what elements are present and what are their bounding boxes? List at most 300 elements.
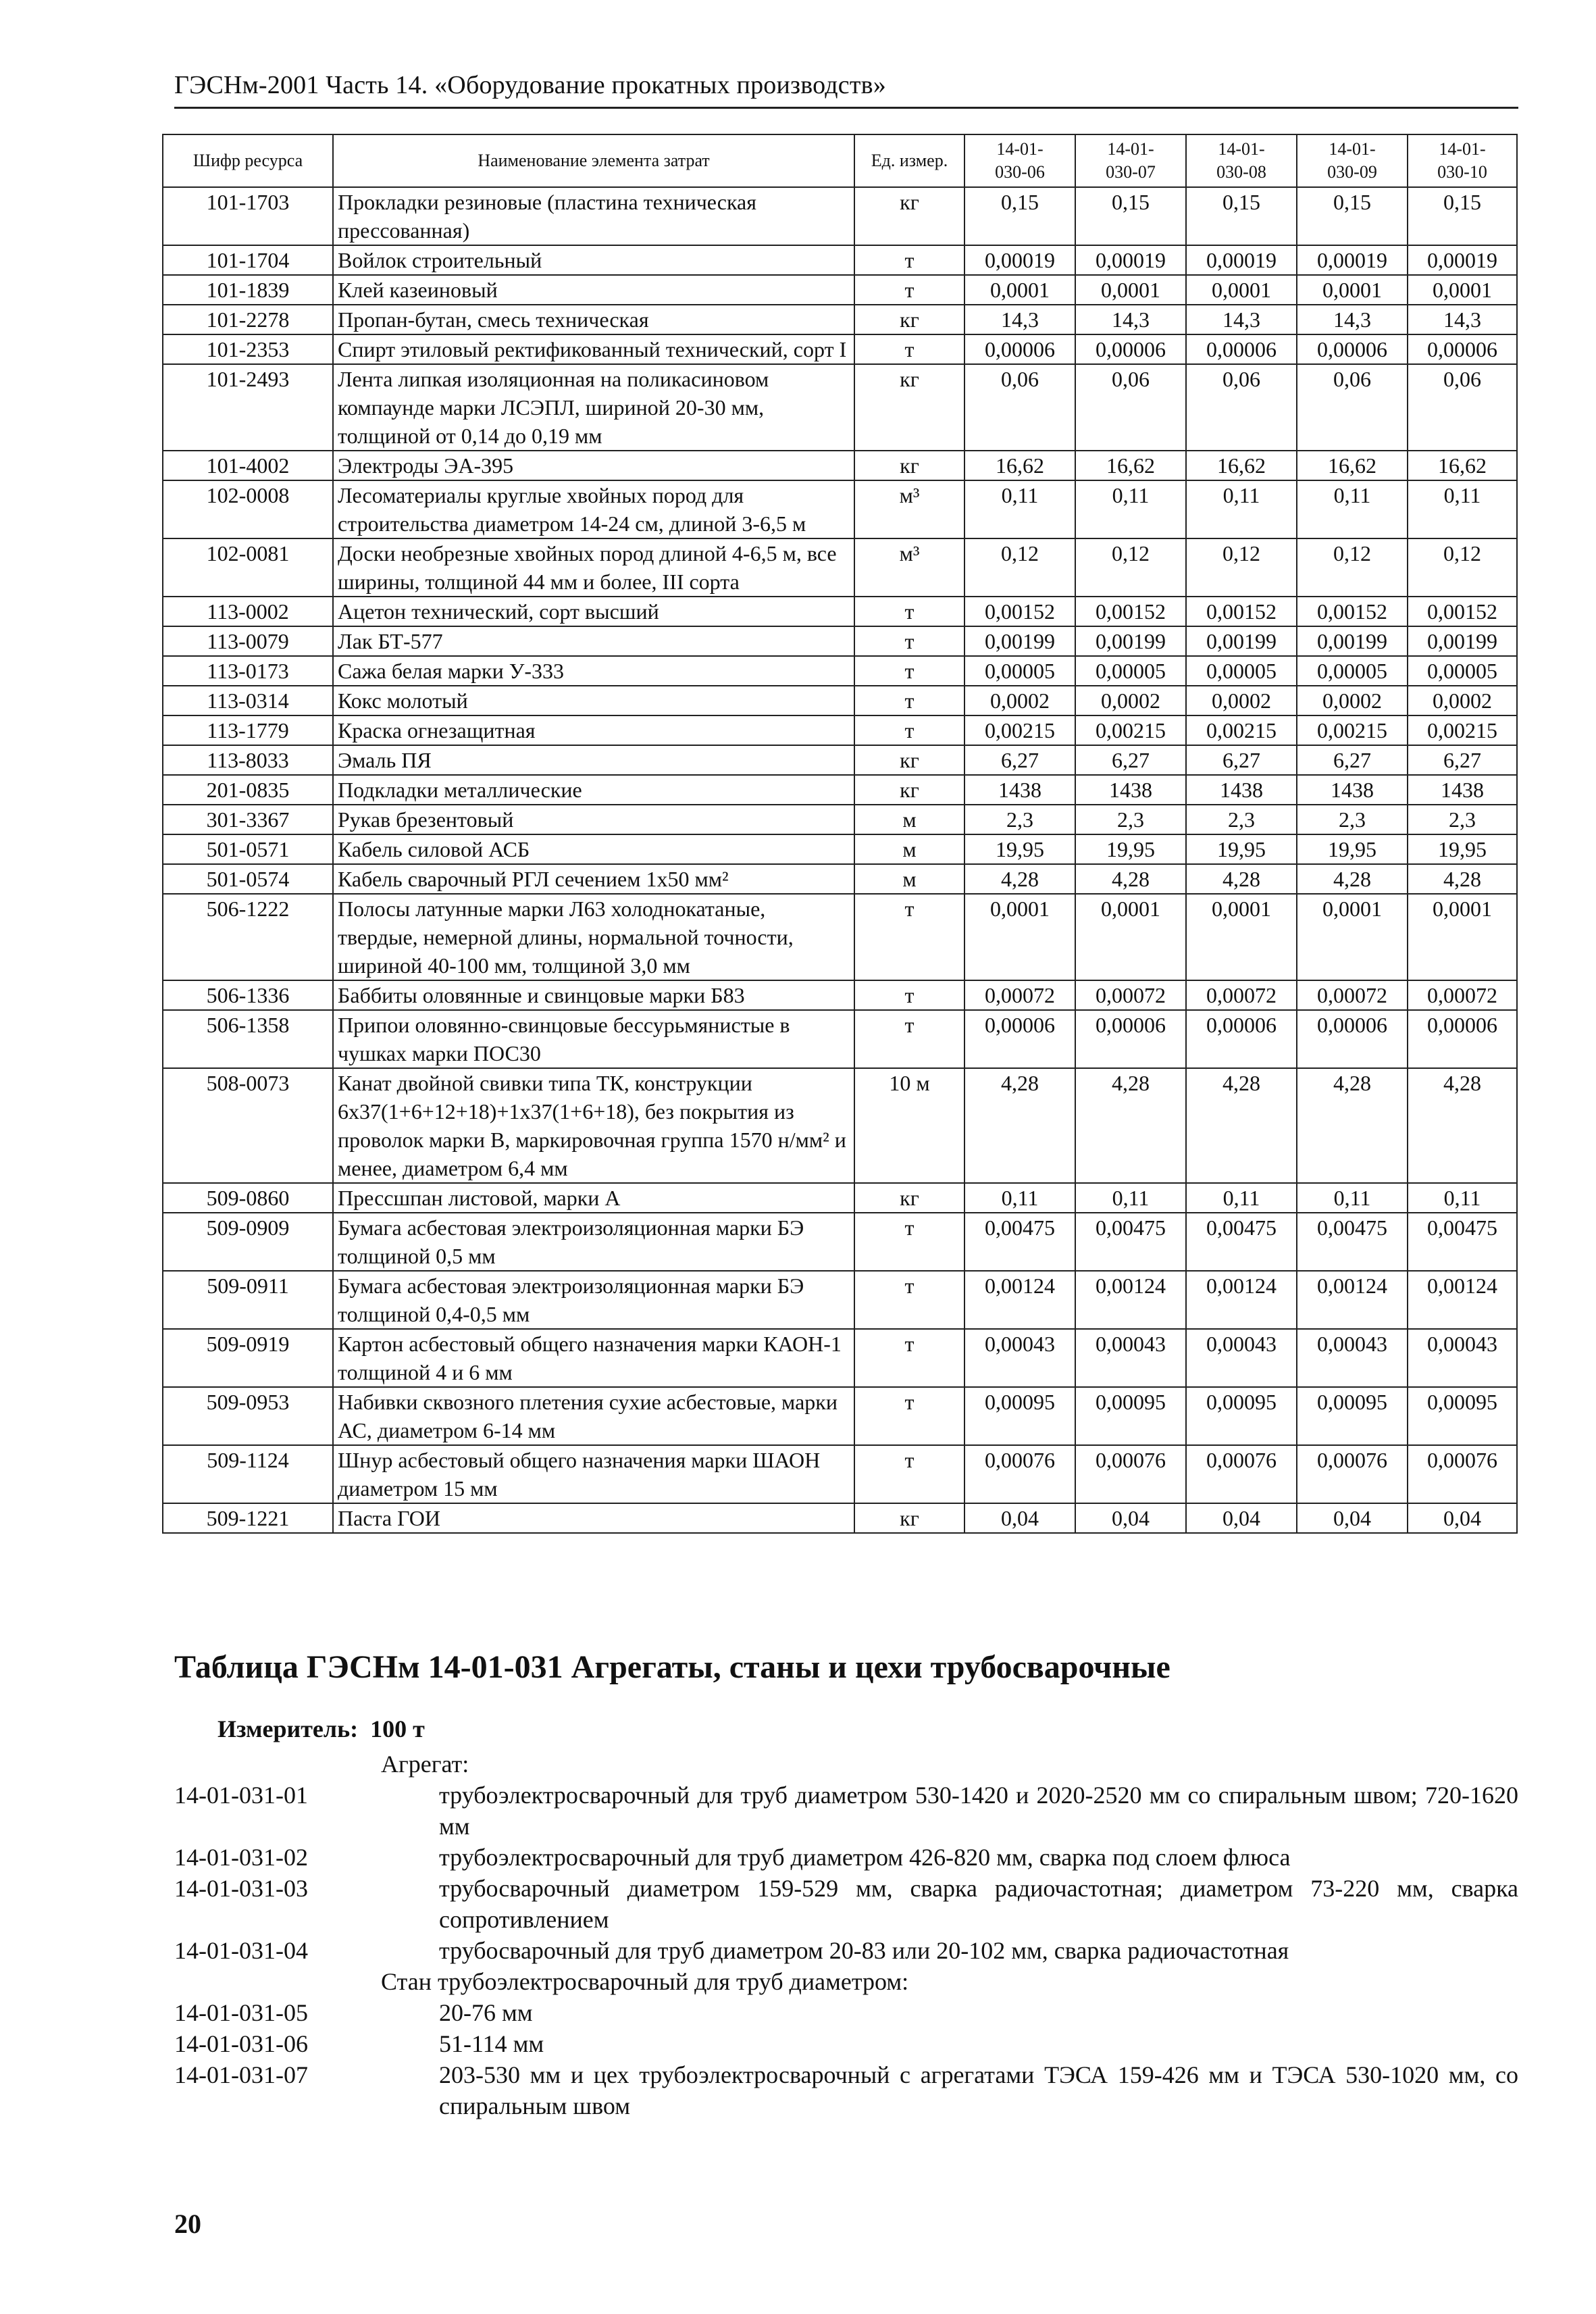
table-row xyxy=(163,1183,1517,1213)
resource-name-cell: Войлок строительный xyxy=(333,245,854,275)
resource-name-cell: Подкладки металлические xyxy=(333,775,854,805)
value-cell: 0,06 xyxy=(1297,364,1408,451)
value-cell: 6,27 xyxy=(1075,745,1186,775)
value-cell: 0,15 xyxy=(964,187,1075,245)
resource-code-cell: 102-0008 xyxy=(163,480,333,538)
value-cell: 2,3 xyxy=(1075,805,1186,834)
table-row xyxy=(163,334,1517,364)
resource-code-cell: 201-0835 xyxy=(163,775,333,805)
value-cell: 0,00072 xyxy=(1186,980,1297,1010)
value-cell: 0,06 xyxy=(1186,364,1297,451)
measure-value: 100 т xyxy=(370,1715,425,1742)
item-text: трубоэлектросварочный для труб диаметром 426-820 мм, сварка под слоем флюса xyxy=(439,1844,1291,1871)
resource-code-cell: 506-1222 xyxy=(163,894,333,980)
group-heading: Стан трубоэлектросварочный для труб диаметром: xyxy=(381,1968,909,1995)
resource-code-cell: 101-2493 xyxy=(163,364,333,451)
resource-code-cell: 509-0919 xyxy=(163,1329,333,1387)
value-cell: 0,00124 xyxy=(964,1271,1075,1329)
table-row xyxy=(163,451,1517,480)
page-number: 20 xyxy=(174,2209,201,2239)
unit-cell: кг xyxy=(854,451,964,480)
unit-cell: т xyxy=(854,1010,964,1068)
value-cell: 0,00019 xyxy=(964,245,1075,275)
item-code: 14-01-031-03 xyxy=(174,1875,308,1902)
resource-name-cell: Лак БТ-577 xyxy=(333,626,854,656)
resource-code-cell: 113-1779 xyxy=(163,715,333,745)
value-cell: 16,62 xyxy=(964,451,1075,480)
resource-name-cell: Спирт этиловый ректификованный технический, сорт I xyxy=(333,334,854,364)
table-row xyxy=(163,745,1517,775)
table-row xyxy=(163,894,1517,980)
unit-cell: м xyxy=(854,805,964,834)
value-cell: 2,3 xyxy=(1186,805,1297,834)
value-cell: 0,04 xyxy=(1186,1503,1297,1533)
unit-cell: кг xyxy=(854,745,964,775)
resources-table xyxy=(162,134,1518,1534)
value-cell: 0,06 xyxy=(1075,364,1186,451)
resource-name-cell: Бумага асбестовая электроизоляционная марки БЭ толщиной 0,5 мм xyxy=(333,1213,854,1271)
unit-cell: кг xyxy=(854,1183,964,1213)
column-header-code: Шифр ресурса xyxy=(163,134,333,187)
value-cell: 0,00215 xyxy=(1408,715,1517,745)
value-cell: 19,95 xyxy=(1297,834,1408,864)
resource-code-cell: 101-2353 xyxy=(163,334,333,364)
value-cell: 4,28 xyxy=(1297,1068,1408,1183)
item-code: 14-01-031-01 xyxy=(174,1782,308,1809)
section-items xyxy=(174,1749,1518,2121)
item-text: 203-530 мм и цех трубоэлектросварочный с агрегатами ТЭСА 159-426 мм и ТЭСА 530-1020 мм, со спиральным швом xyxy=(439,2061,1518,2119)
value-cell: 0,00199 xyxy=(1297,626,1408,656)
resource-code-cell: 113-0002 xyxy=(163,597,333,626)
value-cell: 0,0001 xyxy=(1297,275,1408,305)
value-cell: 0,00043 xyxy=(1075,1329,1186,1387)
value-cell: 0,00006 xyxy=(1186,1010,1297,1068)
value-cell: 0,00095 xyxy=(1408,1387,1517,1445)
resource-name-cell: Канат двойной свивки типа ТК, конструкции 6х37(1+6+12+18)+1х37(1+6+18), без покрытия из проволок марки В, маркировочная группа 1570 н/мм² и менее, диаметром 6,4 мм xyxy=(333,1068,854,1183)
value-cell: 4,28 xyxy=(1186,864,1297,894)
value-cell: 0,00199 xyxy=(964,626,1075,656)
unit-cell: т xyxy=(854,1213,964,1271)
value-cell: 16,62 xyxy=(1408,451,1517,480)
value-cell: 0,00124 xyxy=(1186,1271,1297,1329)
value-cell: 0,00152 xyxy=(1075,597,1186,626)
value-cell: 0,00072 xyxy=(1408,980,1517,1010)
column-header-030-08: 14-01- 030-08 xyxy=(1186,134,1297,187)
resource-name-cell: Прессшпан листовой, марки А xyxy=(333,1183,854,1213)
column-header-030-10: 14-01- 030-10 xyxy=(1408,134,1517,187)
unit-cell: т xyxy=(854,245,964,275)
unit-cell: м³ xyxy=(854,538,964,597)
value-cell: 0,00005 xyxy=(1297,656,1408,686)
value-cell: 0,0002 xyxy=(1297,686,1408,715)
value-cell: 6,27 xyxy=(1186,745,1297,775)
table-row xyxy=(163,275,1517,305)
item-code: 14-01-031-06 xyxy=(174,2030,308,2057)
value-cell: 0,04 xyxy=(1297,1503,1408,1533)
resource-code-cell: 113-0079 xyxy=(163,626,333,656)
unit-cell: м xyxy=(854,864,964,894)
unit-cell: т xyxy=(854,334,964,364)
value-cell: 0,00076 xyxy=(1186,1445,1297,1503)
value-cell: 0,00006 xyxy=(1075,334,1186,364)
column-header-030-07: 14-01- 030-07 xyxy=(1075,134,1186,187)
value-cell: 0,00215 xyxy=(1075,715,1186,745)
value-cell: 0,11 xyxy=(1408,480,1517,538)
resource-code-cell: 501-0574 xyxy=(163,864,333,894)
resource-code-cell: 509-1221 xyxy=(163,1503,333,1533)
resource-name-cell: Прокладки резиновые (пластина техническая прессованная) xyxy=(333,187,854,245)
column-header-unit: Ед. измер. xyxy=(854,134,964,187)
value-cell: 0,00006 xyxy=(964,1010,1075,1068)
unit-cell: кг xyxy=(854,187,964,245)
unit-cell: т xyxy=(854,1329,964,1387)
value-cell: 0,00043 xyxy=(1297,1329,1408,1387)
value-cell: 0,00152 xyxy=(1408,597,1517,626)
value-cell: 4,28 xyxy=(1408,864,1517,894)
table-row xyxy=(163,1010,1517,1068)
unit-cell: т xyxy=(854,686,964,715)
value-cell: 19,95 xyxy=(1408,834,1517,864)
value-cell: 0,0001 xyxy=(1186,894,1297,980)
value-cell: 0,0001 xyxy=(964,275,1075,305)
value-cell: 14,3 xyxy=(1297,305,1408,334)
resource-code-cell: 102-0081 xyxy=(163,538,333,597)
value-cell: 0,04 xyxy=(964,1503,1075,1533)
value-cell: 0,00076 xyxy=(1297,1445,1408,1503)
item-text: 20-76 мм xyxy=(439,1999,533,2026)
column-header-name: Наименование элемента затрат xyxy=(333,134,854,187)
value-cell: 0,00152 xyxy=(1186,597,1297,626)
value-cell: 0,0001 xyxy=(1408,275,1517,305)
value-cell: 0,11 xyxy=(1186,1183,1297,1213)
value-cell: 0,00006 xyxy=(964,334,1075,364)
resource-code-cell: 506-1358 xyxy=(163,1010,333,1068)
table-row xyxy=(163,1271,1517,1329)
unit-cell: т xyxy=(854,980,964,1010)
value-cell: 0,00475 xyxy=(1075,1213,1186,1271)
list-item xyxy=(174,1873,1518,1935)
value-cell: 0,00215 xyxy=(1297,715,1408,745)
table-row xyxy=(163,775,1517,805)
value-cell: 0,0002 xyxy=(1186,686,1297,715)
table-row xyxy=(163,980,1517,1010)
resource-code-cell: 113-0173 xyxy=(163,656,333,686)
unit-cell: т xyxy=(854,1387,964,1445)
value-cell: 0,11 xyxy=(1186,480,1297,538)
resource-name-cell: Кокс молотый xyxy=(333,686,854,715)
resource-name-cell: Краска огнезащитная xyxy=(333,715,854,745)
value-cell: 0,00076 xyxy=(1075,1445,1186,1503)
value-cell: 0,00005 xyxy=(1186,656,1297,686)
unit-cell: т xyxy=(854,597,964,626)
value-cell: 0,0002 xyxy=(1075,686,1186,715)
table-row xyxy=(163,1329,1517,1387)
measure-label: Измеритель: xyxy=(217,1715,359,1742)
table-row xyxy=(163,1068,1517,1183)
value-cell: 0,00124 xyxy=(1408,1271,1517,1329)
value-cell: 0,00095 xyxy=(1186,1387,1297,1445)
resource-code-cell: 113-8033 xyxy=(163,745,333,775)
value-cell: 14,3 xyxy=(1186,305,1297,334)
resource-code-cell: 509-1124 xyxy=(163,1445,333,1503)
value-cell: 16,62 xyxy=(1075,451,1186,480)
value-cell: 0,00199 xyxy=(1408,626,1517,656)
resource-name-cell: Набивки сквозного плетения сухие асбестовые, марки АС, диаметром 6-14 мм xyxy=(333,1387,854,1445)
resource-name-cell: Кабель сварочный РГЛ сечением 1х50 мм² xyxy=(333,864,854,894)
unit-cell: т xyxy=(854,1271,964,1329)
table-row xyxy=(163,305,1517,334)
table-row xyxy=(163,480,1517,538)
table-row xyxy=(163,538,1517,597)
item-code: 14-01-031-04 xyxy=(174,1937,308,1964)
unit-cell: т xyxy=(854,1445,964,1503)
resource-name-cell: Лесоматериалы круглые хвойных пород для строительства диаметром 14-24 см, длиной 3-6,5 м xyxy=(333,480,854,538)
item-text: трубосварочный диаметром 159-529 мм, сварка радиочастотная; диаметром 73-220 мм, сварка сопротивлением xyxy=(439,1875,1518,1933)
table-row xyxy=(163,805,1517,834)
item-text: 51-114 мм xyxy=(439,2030,544,2057)
resource-name-cell: Ацетон технический, сорт высший xyxy=(333,597,854,626)
table-row xyxy=(163,864,1517,894)
value-cell: 0,00006 xyxy=(1408,1010,1517,1068)
value-cell: 0,11 xyxy=(1297,480,1408,538)
table-row xyxy=(163,364,1517,451)
unit-cell: кг xyxy=(854,775,964,805)
value-cell: 14,3 xyxy=(1408,305,1517,334)
table-row xyxy=(163,656,1517,686)
column-header-030-09: 14-01- 030-09 xyxy=(1297,134,1408,187)
value-cell: 0,00076 xyxy=(1408,1445,1517,1503)
value-cell: 0,00095 xyxy=(1297,1387,1408,1445)
table-row xyxy=(163,1387,1517,1445)
value-cell: 0,00019 xyxy=(1408,245,1517,275)
unit-cell: кг xyxy=(854,364,964,451)
value-cell: 14,3 xyxy=(1075,305,1186,334)
value-cell: 1438 xyxy=(1408,775,1517,805)
value-cell: 0,0001 xyxy=(1075,275,1186,305)
header-rule xyxy=(174,107,1518,109)
running-header: ГЭСНм-2001 Часть 14. «Оборудование прокатных производств» xyxy=(174,71,886,99)
list-item xyxy=(174,1780,1518,1842)
unit-cell: т xyxy=(854,894,964,980)
value-cell: 0,15 xyxy=(1408,187,1517,245)
value-cell: 2,3 xyxy=(1408,805,1517,834)
value-cell: 0,04 xyxy=(1408,1503,1517,1533)
value-cell: 19,95 xyxy=(1186,834,1297,864)
value-cell: 0,11 xyxy=(964,1183,1075,1213)
resource-code-cell: 101-4002 xyxy=(163,451,333,480)
resource-name-cell: Электроды ЭА-395 xyxy=(333,451,854,480)
unit-cell: м³ xyxy=(854,480,964,538)
value-cell: 0,00152 xyxy=(964,597,1075,626)
unit-cell: т xyxy=(854,656,964,686)
unit-cell: кг xyxy=(854,1503,964,1533)
value-cell: 0,00215 xyxy=(964,715,1075,745)
value-cell: 0,00076 xyxy=(964,1445,1075,1503)
value-cell: 0,00072 xyxy=(964,980,1075,1010)
resource-code-cell: 301-3367 xyxy=(163,805,333,834)
value-cell: 0,00124 xyxy=(1297,1271,1408,1329)
value-cell: 0,11 xyxy=(1408,1183,1517,1213)
value-cell: 0,00215 xyxy=(1186,715,1297,745)
value-cell: 6,27 xyxy=(1297,745,1408,775)
list-item xyxy=(174,2059,1518,2121)
value-cell: 0,12 xyxy=(1186,538,1297,597)
value-cell: 0,0001 xyxy=(1408,894,1517,980)
value-cell: 1438 xyxy=(964,775,1075,805)
resource-code-cell: 509-0860 xyxy=(163,1183,333,1213)
table-row xyxy=(163,1445,1517,1503)
item-text: трубосварочный для труб диаметром 20-83 или 20-102 мм, сварка радиочастотная xyxy=(439,1937,1289,1964)
resource-name-cell: Клей казеиновый xyxy=(333,275,854,305)
measure-line xyxy=(217,1715,425,1743)
resource-name-cell: Баббиты оловянные и свинцовые марки Б83 xyxy=(333,980,854,1010)
value-cell: 0,00475 xyxy=(964,1213,1075,1271)
item-code: 14-01-031-07 xyxy=(174,2061,308,2088)
value-cell: 4,28 xyxy=(964,864,1075,894)
resource-code-cell: 509-0909 xyxy=(163,1213,333,1271)
value-cell: 0,00072 xyxy=(1297,980,1408,1010)
value-cell: 0,11 xyxy=(1075,1183,1186,1213)
value-cell: 6,27 xyxy=(964,745,1075,775)
value-cell: 0,12 xyxy=(1408,538,1517,597)
resource-code-cell: 506-1336 xyxy=(163,980,333,1010)
resource-code-cell: 508-0073 xyxy=(163,1068,333,1183)
value-cell: 0,00043 xyxy=(1186,1329,1297,1387)
value-cell: 0,00199 xyxy=(1186,626,1297,656)
value-cell: 0,0001 xyxy=(1075,894,1186,980)
value-cell: 0,00043 xyxy=(1408,1329,1517,1387)
value-cell: 6,27 xyxy=(1408,745,1517,775)
resource-name-cell: Бумага асбестовая электроизоляционная марки БЭ толщиной 0,4-0,5 мм xyxy=(333,1271,854,1329)
column-header-030-06: 14-01- 030-06 xyxy=(964,134,1075,187)
value-cell: 14,3 xyxy=(964,305,1075,334)
value-cell: 0,00475 xyxy=(1186,1213,1297,1271)
value-cell: 0,00124 xyxy=(1075,1271,1186,1329)
value-cell: 0,00072 xyxy=(1075,980,1186,1010)
resource-name-cell: Рукав брезентовый xyxy=(333,805,854,834)
item-code: 14-01-031-02 xyxy=(174,1844,308,1871)
unit-cell: кг xyxy=(854,305,964,334)
value-cell: 0,12 xyxy=(964,538,1075,597)
unit-cell: м xyxy=(854,834,964,864)
resource-name-cell: Кабель силовой АСБ xyxy=(333,834,854,864)
value-cell: 0,00006 xyxy=(1408,334,1517,364)
value-cell: 0,00005 xyxy=(964,656,1075,686)
value-cell: 16,62 xyxy=(1186,451,1297,480)
unit-cell: т xyxy=(854,715,964,745)
table-row xyxy=(163,626,1517,656)
value-cell: 0,00043 xyxy=(964,1329,1075,1387)
resource-name-cell: Припои оловянно-свинцовые бессурьмянистые в чушках марки ПОС30 xyxy=(333,1010,854,1068)
value-cell: 19,95 xyxy=(1075,834,1186,864)
value-cell: 0,0001 xyxy=(1186,275,1297,305)
value-cell: 4,28 xyxy=(1186,1068,1297,1183)
resource-code-cell: 113-0314 xyxy=(163,686,333,715)
list-item xyxy=(174,1997,1518,2028)
value-cell: 2,3 xyxy=(1297,805,1408,834)
resource-name-cell: Полосы латунные марки Л63 холоднокатаные, твердые, немерной длины, нормальной точности, шириной 40-100 мм, толщиной 3,0 мм xyxy=(333,894,854,980)
list-item xyxy=(174,1935,1518,1966)
item-text: трубоэлектросварочный для труб диаметром 530-1420 и 2020-2520 мм со спиральным швом; 720-1620 мм xyxy=(439,1782,1518,1840)
value-cell: 1438 xyxy=(1075,775,1186,805)
value-cell: 0,00475 xyxy=(1297,1213,1408,1271)
value-cell: 0,00006 xyxy=(1297,1010,1408,1068)
table-row xyxy=(163,597,1517,626)
value-cell: 0,00005 xyxy=(1408,656,1517,686)
table-row xyxy=(163,715,1517,745)
value-cell: 0,0002 xyxy=(1408,686,1517,715)
value-cell: 4,28 xyxy=(1075,1068,1186,1183)
value-cell: 0,00019 xyxy=(1297,245,1408,275)
value-cell: 4,28 xyxy=(1408,1068,1517,1183)
value-cell: 0,00006 xyxy=(1075,1010,1186,1068)
value-cell: 0,11 xyxy=(964,480,1075,538)
resource-name-cell: Пропан-бутан, смесь техническая xyxy=(333,305,854,334)
resource-name-cell: Лента липкая изоляционная на поликасиновом компаунде марки ЛСЭПЛ, шириной 20-30 мм, толщиной от 0,14 до 0,19 мм xyxy=(333,364,854,451)
value-cell: 0,04 xyxy=(1075,1503,1186,1533)
unit-cell: т xyxy=(854,275,964,305)
resource-name-cell: Паста ГОИ xyxy=(333,1503,854,1533)
value-cell: 2,3 xyxy=(964,805,1075,834)
value-cell: 0,15 xyxy=(1075,187,1186,245)
value-cell: 0,00006 xyxy=(1186,334,1297,364)
table-row xyxy=(163,834,1517,864)
value-cell: 0,06 xyxy=(1408,364,1517,451)
resource-code-cell: 509-0953 xyxy=(163,1387,333,1445)
resource-name-cell: Шнур асбестовый общего назначения марки ШАОН диаметром 15 мм xyxy=(333,1445,854,1503)
value-cell: 19,95 xyxy=(964,834,1075,864)
value-cell: 4,28 xyxy=(964,1068,1075,1183)
resource-name-cell: Картон асбестовый общего назначения марки КАОН-1 толщиной 4 и 6 мм xyxy=(333,1329,854,1387)
value-cell: 0,0002 xyxy=(964,686,1075,715)
resource-code-cell: 101-1703 xyxy=(163,187,333,245)
value-cell: 0,00199 xyxy=(1075,626,1186,656)
value-cell: 0,15 xyxy=(1297,187,1408,245)
section-title: Таблица ГЭСНм 14-01-031 Агрегаты, станы и цехи трубосварочные xyxy=(174,1649,1170,1685)
table-row xyxy=(163,187,1517,245)
value-cell: 0,11 xyxy=(1297,1183,1408,1213)
resource-code-cell: 509-0911 xyxy=(163,1271,333,1329)
unit-cell: 10 м xyxy=(854,1068,964,1183)
value-cell: 0,0001 xyxy=(1297,894,1408,980)
list-item xyxy=(174,1842,1518,1873)
table-row xyxy=(163,1503,1517,1533)
value-cell: 1438 xyxy=(1186,775,1297,805)
value-cell: 0,00019 xyxy=(1075,245,1186,275)
table-row xyxy=(163,245,1517,275)
resource-name-cell: Эмаль ПЯ xyxy=(333,745,854,775)
value-cell: 4,28 xyxy=(1297,864,1408,894)
value-cell: 1438 xyxy=(1297,775,1408,805)
table-header-row xyxy=(163,134,1517,187)
resource-name-cell: Сажа белая марки У-333 xyxy=(333,656,854,686)
table-row xyxy=(163,1213,1517,1271)
value-cell: 0,00005 xyxy=(1075,656,1186,686)
unit-cell: т xyxy=(854,626,964,656)
value-cell: 4,28 xyxy=(1075,864,1186,894)
table-row xyxy=(163,686,1517,715)
table-body xyxy=(163,187,1517,1533)
list-item xyxy=(174,2028,1518,2059)
value-cell: 0,00095 xyxy=(1075,1387,1186,1445)
value-cell: 0,00006 xyxy=(1297,334,1408,364)
resource-code-cell: 101-1839 xyxy=(163,275,333,305)
value-cell: 0,00475 xyxy=(1408,1213,1517,1271)
value-cell: 0,00152 xyxy=(1297,597,1408,626)
resource-code-cell: 101-1704 xyxy=(163,245,333,275)
value-cell: 0,11 xyxy=(1075,480,1186,538)
value-cell: 0,15 xyxy=(1186,187,1297,245)
